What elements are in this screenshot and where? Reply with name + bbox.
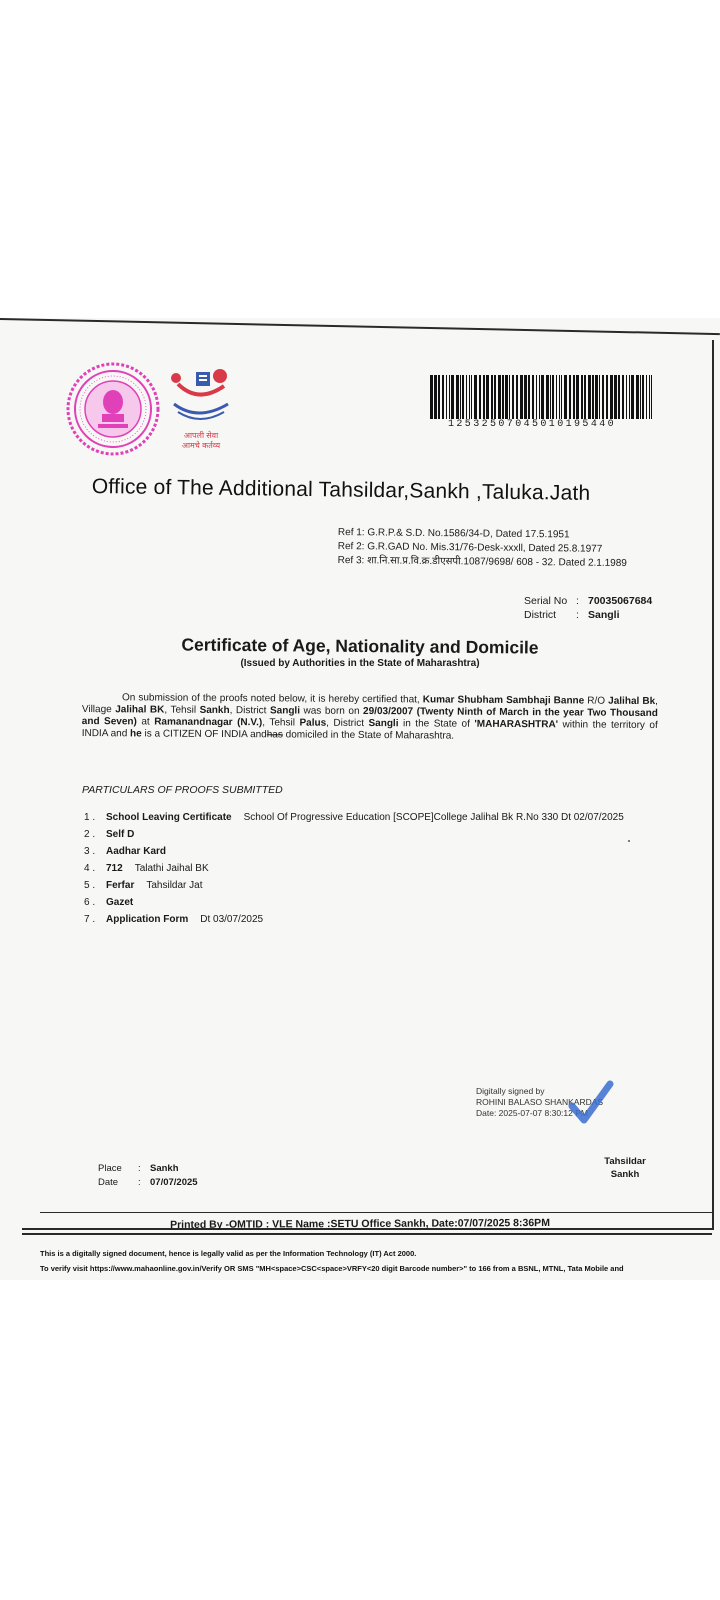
officer-place: Sankh [610,1169,640,1180]
certificate-subtitle: (Issued by Authorities in the State of Maharashtra) [240,658,480,669]
barcode-bar [599,375,600,419]
birth-tehsil: Palus [299,717,327,729]
proof-name: School Leaving Certificate [106,812,232,823]
body-text: at [136,716,155,728]
serial-block [524,594,714,622]
proof-detail: Tahsildar Jat [146,880,203,891]
barcode-bar [651,375,652,419]
barcode-bar [479,375,481,419]
government-seal-icon [66,362,160,456]
seva-tagline-2: आमचे कर्तव्य [181,441,221,450]
barcode-bar [446,375,447,419]
tehsil: Sankh [199,704,230,717]
seva-tagline-1: आपली सेवा [183,431,219,440]
barcode-bar [642,375,644,419]
proof-name: Aadhar Kard [106,846,167,857]
body-text: , Village [81,696,658,716]
district-label: District [524,609,557,621]
serial-label: Serial No [524,595,568,607]
barcode-bar [541,375,544,419]
seva-hands-icon [168,368,234,426]
barcode-bar [576,375,579,419]
body-text: within the territory of INDIA and [81,719,658,740]
reference-list [338,526,698,572]
signature-line-2: ROHINI BALASO SHANKARDAS [476,1097,604,1107]
right-border-line [712,340,714,1230]
colon: : [576,595,579,607]
body-text: was born on [299,705,364,717]
proof-name: Application Form [106,914,189,925]
barcode-bar [516,375,518,419]
barcode-bar [469,375,470,419]
struck-text: has [266,729,283,741]
barcode-bar [556,375,557,419]
barcode-number: 12532507045010195440 [448,419,617,430]
barcode-bar [584,375,586,419]
officer-designation [590,1155,660,1181]
village: Jalihal BK [115,704,165,716]
proof-detail: Dt 03/07/2025 [200,914,264,925]
barcode-bar [552,375,554,419]
proof-name: Gazet [106,897,134,908]
barcode-bar [532,375,534,419]
colon: : [138,1177,141,1188]
barcode-bar [573,375,575,419]
proof-item [84,897,664,909]
holder-name: Kumar Shubham Sambhaji Banne [422,694,585,707]
date-of-birth: 29/03/2007 (Twenty Ninth of March in the year Two Thousand and Seven) [81,705,658,728]
body-text: in the State of [398,718,475,730]
particulars-heading: PARTICULARS OF PROOFS SUBMITTED [82,784,283,796]
proofs-list [84,812,664,931]
place-date-block [98,1162,298,1190]
barcode-bar [438,375,440,419]
barcode-bar [451,375,454,419]
barcode-bar [561,375,562,419]
barcode-bar [456,375,459,419]
barcode-bar [520,375,523,419]
barcode-bar [491,375,493,419]
certificate-body [82,692,658,744]
reference-line-2: Ref 2: G.R.GAD No. Mis.31/76-Desk-xxxll, Dated 25.8.1977 [337,540,603,555]
proof-detail [145,897,664,909]
body-text: domiciled in the State of Maharashtra. [282,729,455,742]
barcode-bar [471,375,472,419]
barcode-bar [466,375,467,419]
certificate-title: Certificate of Age, Nationality and Domicile [181,634,539,658]
barcode-bar [640,375,641,419]
proof-detail: School Of Progressive Education [SCOPE]College Jalihal Bk R.No 330 Dt 02/07/2025 [243,812,624,823]
barcode-bar [595,375,598,419]
place-value: Sankh [150,1163,179,1174]
proof-number: 6 . [84,897,96,908]
barcode-bar [494,375,496,419]
pronoun: he [130,728,142,740]
barcode-bar [528,375,530,419]
barcode-bar [588,375,591,419]
date-label: Date [98,1177,119,1188]
body-text: , District [229,705,271,717]
barcode-bar [622,375,624,419]
barcode-bar [474,375,477,419]
barcode-bar [564,375,567,419]
proof-number: 7 . [84,914,96,925]
barcode-bar [546,375,549,419]
proof-number: 3 . [84,846,96,857]
barcode-icon [430,375,656,419]
birth-district: Sangli [368,718,399,730]
barcode-bar [631,375,634,419]
proof-item [84,846,664,858]
footer-line-2: To verify visit https://www.mahaonline.gov.in/Verify OR SMS "MH<space>CSC<space>VRFY<20 digit Barcode number>" to 166 from a BSNL, MTNL, Tata Mobile and [40,1264,624,1273]
signature-valid-tick-icon [568,1078,614,1126]
body-text: On submission of the proofs noted below, it is hereby certified that, [121,692,423,706]
colon: : [138,1163,141,1174]
barcode-bar [512,375,514,419]
reference-line-3: Ref 3: शा.नि.सा.प्र.वि.क्र.डीएसपी.1087/9698/ 608 - 32. Dated 2.1.1989 [337,554,627,570]
barcode-bar [505,375,508,419]
district: Sangli [269,705,301,717]
proof-number: 5 . [84,880,96,891]
barcode-bar [592,375,594,419]
barcode-bar [524,375,527,419]
barcode-bar [430,375,433,419]
aapli-seva-logo [168,368,234,456]
barcode-bar [629,375,630,419]
barcode-bar [449,375,450,419]
barcode-bar [636,375,639,419]
barcode-bar [626,375,627,419]
barcode-bar [569,375,571,419]
barcode-bar [606,375,608,419]
proof-number: 1 . [84,812,96,823]
divider [40,1212,712,1213]
proof-detail [178,846,664,858]
proof-item [84,914,664,926]
resident-of: Jalihal Bk [608,695,656,708]
barcode-bar [550,375,551,419]
body-text: , Tehsil [164,704,200,716]
barcode-bar [509,375,510,419]
state: 'MAHARASHTRA' [474,718,559,731]
birth-place: Ramanandnagar (N.V.) [154,716,263,729]
proof-name: Ferfar [106,880,135,891]
colon: : [576,609,579,621]
barcode-bar [498,375,501,419]
digital-signature-block [476,1086,656,1119]
barcode-bar [646,375,647,419]
barcode-bar [539,375,540,419]
barcode-bar [602,375,604,419]
barcode-bar [486,375,489,419]
barcode-bar [442,375,444,419]
body-text: , Tehsil [262,717,300,729]
divider [22,1233,712,1235]
reference-line-1: Ref 1: G.R.P.& S.D. No.1586/34-D, Dated 17.5.1951 [337,526,570,541]
barcode-bar [610,375,613,419]
printed-by: Printed By -OMTID : VLE Name :SETU Office Sankh, Date:07/07/2025 8:36PM [170,1217,550,1231]
proof-detail: Talathi Jaihal BK [134,863,209,874]
proof-item [84,812,664,824]
barcode-bar [581,375,583,419]
date-value: 07/07/2025 [150,1177,198,1188]
barcode-bar [502,375,504,419]
footer-line-1: This is a digitally signed document, hence is legally valid as per the Information Technology (IT) Act 2000. [40,1249,417,1258]
barcode-bar [559,375,560,419]
barcode-bar [614,375,617,419]
barcode-bar [536,375,537,419]
barcode-bar [618,375,620,419]
stray-dot [628,840,630,842]
proof-name: Self D [106,829,135,840]
proof-item [84,880,664,892]
body-text: R/O [584,695,609,707]
signature-line-3: Date: 2025-07-07 8:30:12 PM [476,1108,588,1118]
barcode-bar [483,375,485,419]
barcode-bar [434,375,437,419]
proof-item [84,863,664,875]
barcode-bar [462,375,464,419]
proof-name: 712 [106,863,123,874]
verification-footer [40,1246,710,1276]
proof-number: 2 . [84,829,96,840]
barcode-bar [649,375,650,419]
body-text: is a CITIZEN OF INDIA and [141,728,267,741]
proof-detail [146,829,664,841]
proof-number: 4 . [84,863,96,874]
serial-value: 70035067684 [588,595,653,607]
district-value: Sangli [588,609,620,621]
barcode-bar [460,375,461,419]
officer-title: Tahsildar [604,1156,646,1167]
signature-line-1: Digitally signed by [476,1086,545,1096]
body-text: , District [326,717,369,730]
office-title: Office of The Additional Tahsildar,Sankh ,Taluka.Jath [91,475,591,505]
place-label: Place [98,1163,122,1174]
proof-item [84,829,664,841]
